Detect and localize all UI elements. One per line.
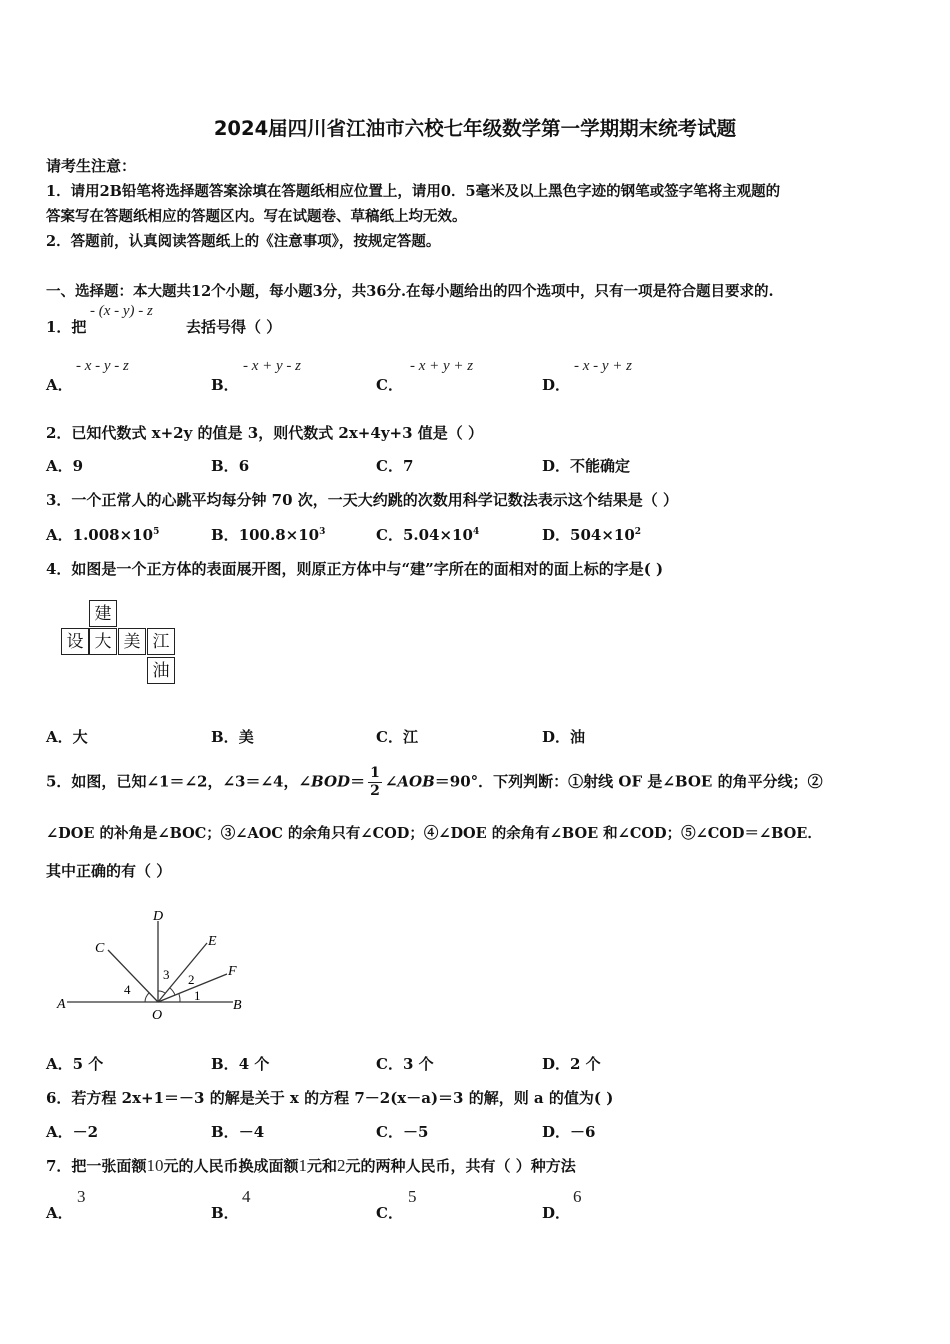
- q7-stem-a: 7．把一张面额: [46, 1157, 147, 1175]
- notice-line-3: 2．答题前，认真阅读答题纸上的《注意事项》，按规定答题。: [46, 233, 441, 250]
- q5-aob: AOB: [397, 772, 435, 791]
- q4-option-a-label: A．: [46, 728, 73, 746]
- q2-option-a: [46, 455, 83, 476]
- q3-option-b-exp: 3: [319, 527, 326, 537]
- q5-eq: ＝: [350, 772, 366, 791]
- q2-option-c-label: C．: [376, 457, 403, 475]
- notice-line-1: 1．请用2B铅笔将选择题答案涂填在答题纸相应位置上，请用0．5毫米及以上黑色字迹的钢笔或签字笔将主观题的: [46, 183, 781, 200]
- q7-option-b-label: B．: [211, 1204, 239, 1222]
- q2-option-a-value: 9: [72, 457, 84, 475]
- q6-option-b-label: B．: [211, 1123, 239, 1141]
- net-cell-top: 建: [89, 600, 117, 627]
- q7-n10: 10: [146, 1156, 164, 1175]
- q5-option-c-value: 3 个: [402, 1055, 434, 1073]
- q2-option-a-label: A．: [46, 457, 73, 475]
- q2-option-d-label: D．: [542, 457, 571, 475]
- q7-n1: 1: [298, 1156, 307, 1175]
- q3-option-c: [376, 524, 479, 545]
- q5-line-3: 其中正确的有（ ）: [46, 862, 172, 880]
- label-e: E: [208, 934, 217, 949]
- q3-option-d-exp: 2: [634, 527, 642, 537]
- label-d: D: [153, 909, 164, 924]
- q5-option-b-label: B．: [211, 1055, 239, 1073]
- label-o: O: [152, 1008, 163, 1023]
- q5-option-d-label: D．: [542, 1055, 571, 1073]
- q5-line-1a: 5．如图，已知∠1＝∠2，∠3＝∠4，∠: [46, 772, 312, 791]
- arc-4: [145, 993, 149, 1002]
- q1-option-c-label: C．: [376, 376, 403, 394]
- q1-suffix: 去括号得（ ）: [186, 318, 282, 336]
- q4-option-a-value: 大: [72, 728, 88, 746]
- q3-option-b-label: B．: [211, 526, 239, 544]
- q7-option-d: 6: [573, 1187, 582, 1206]
- q2-stem: 2．已知代数式 x+2y 的值是 3，则代数式 2x+4y+3 值是（ ）: [46, 424, 483, 442]
- q3-option-a-label: A．: [46, 526, 73, 544]
- notice-heading: 请考生注意：: [46, 157, 137, 175]
- q4-option-b-label: B．: [211, 728, 239, 746]
- q4-option-a: [46, 726, 88, 747]
- q2-option-c: [376, 455, 413, 476]
- angle-figure: [55, 905, 280, 1025]
- q5-line-1: [46, 765, 823, 800]
- q7-n2: 2: [336, 1156, 346, 1175]
- q6-option-d-value: －6: [570, 1123, 596, 1141]
- angle-label-1: 1: [194, 988, 201, 1003]
- q4-option-d-label: D．: [542, 728, 571, 746]
- q6-option-c-label: C．: [376, 1123, 403, 1141]
- q3-option-c-exp: 4: [472, 527, 480, 537]
- q1-option-d-label: D．: [542, 376, 571, 394]
- net-cell-3: 美: [118, 628, 146, 655]
- q6-option-b-value: －4: [238, 1123, 265, 1141]
- q5-option-d-value: 2 个: [570, 1055, 601, 1073]
- q2-option-b-value: 6: [238, 457, 250, 475]
- q6-option-a-value: －2: [72, 1123, 99, 1141]
- q4-option-b: [211, 726, 254, 747]
- q5-bod: BOD: [311, 772, 351, 791]
- q3-option-d-base: 504×10: [570, 526, 635, 544]
- q2-option-d: [542, 455, 630, 476]
- arc-3: [158, 991, 165, 993]
- q3-option-b-base: 100.8×10: [238, 526, 320, 544]
- q3-option-b: [211, 524, 325, 545]
- q5-option-a-value: 5 个: [72, 1055, 104, 1073]
- q5-option-b-value: 4 个: [238, 1055, 270, 1073]
- q7-stem-b: 元的人民币换成面额: [163, 1157, 299, 1175]
- q7-option-a: 3: [77, 1187, 86, 1206]
- ray-oc: [108, 950, 158, 1002]
- q6-option-a: [46, 1121, 98, 1142]
- label-c: C: [95, 941, 105, 956]
- q4-option-b-value: 美: [238, 728, 254, 746]
- q4-option-c: [376, 726, 418, 747]
- q7-option-d-label: D．: [542, 1204, 571, 1222]
- label-b: B: [233, 998, 242, 1013]
- label-a: A: [57, 997, 66, 1012]
- q7-option-b: 4: [242, 1187, 251, 1206]
- arc-2: [170, 988, 175, 995]
- q4-stem: 4．如图是一个正方体的表面展开图，则原正方体中与“建”字所在的面相对的面上标的字是( ): [46, 560, 664, 578]
- q6-stem: 6．若方程 2x+1＝－3 的解是关于 x 的方程 7－2(x－a)＝3 的解，则 a 的值为( ): [46, 1089, 614, 1107]
- q3-option-a-exp: 5: [153, 527, 160, 537]
- net-cell-2: 大: [89, 628, 117, 655]
- q2-option-b-label: B．: [211, 457, 239, 475]
- q3-option-d: [542, 524, 641, 545]
- q3-option-a: [46, 524, 159, 545]
- q5-option-d: [542, 1053, 601, 1074]
- q5-line-1c: ＝90°．下列判断：①射线 OF 是∠BOE 的角平分线；②: [434, 772, 823, 791]
- angle-label-4: 4: [124, 982, 131, 997]
- q7-option-c: 5: [408, 1187, 417, 1206]
- q2-option-b: [211, 455, 249, 476]
- q7-stem: [46, 1155, 576, 1176]
- q4-option-c-value: 江: [402, 728, 418, 746]
- q5-line-1b: ∠: [384, 772, 398, 791]
- q1-option-b-label: B．: [211, 376, 239, 394]
- q1-expression: - (x - y) - z: [90, 303, 153, 319]
- q1-option-a-label: A．: [46, 376, 73, 394]
- q5-frac-den: 2: [370, 783, 380, 799]
- q1-prefix: 1．把: [46, 318, 87, 336]
- q5-line-2: ∠DOE 的补角是∠BOC；③∠AOC 的余角只有∠COD；④∠DOE 的余角有∠BOE 和∠COD；⑤∠COD＝∠BOE．: [46, 825, 822, 842]
- arc-1: [179, 994, 180, 1002]
- q6-option-a-label: A．: [46, 1123, 73, 1141]
- notice-line-2: 答案写在答题纸相应的答题区内。写在试题卷、草稿纸上均无效。: [46, 208, 467, 225]
- q7-option-a-label: A．: [46, 1204, 73, 1222]
- page-title: 2024届四川省江油市六校七年级数学第一学期期末统考试题: [213, 117, 737, 140]
- q1-option-b: - x + y - z: [243, 358, 302, 374]
- label-f: F: [228, 964, 237, 979]
- q5-option-c: [376, 1053, 434, 1074]
- q5-fraction: [368, 765, 382, 800]
- net-cell-4: 江: [147, 628, 175, 655]
- cube-net-figure: [61, 600, 181, 690]
- q3-option-a-base: 1.008×10: [72, 526, 154, 544]
- q2-option-c-value: 7: [402, 457, 414, 475]
- angle-label-2: 2: [188, 972, 195, 987]
- section-heading: 一、选择题：本大题共12个小题，每小题3分，共36分.在每小题给出的四个选项中，只有一项是符合题目要求的.: [46, 283, 774, 300]
- q3-option-c-label: C．: [376, 526, 403, 544]
- q7-stem-c: 元和: [306, 1157, 337, 1175]
- q4-option-c-label: C．: [376, 728, 403, 746]
- q7-option-c-label: C．: [376, 1204, 403, 1222]
- q7-stem-d: 元的两种人民币，共有（ ）种方法: [345, 1157, 576, 1175]
- q1-option-d: - x - y + z: [574, 358, 633, 374]
- q6-option-d-label: D．: [542, 1123, 571, 1141]
- q1-option-c: - x + y + z: [410, 358, 474, 374]
- net-cell-1: 设: [61, 628, 89, 655]
- q3-option-d-label: D．: [542, 526, 571, 544]
- q6-option-d: [542, 1121, 595, 1142]
- q2-option-d-value: 不能确定: [570, 457, 631, 475]
- q6-option-c-value: －5: [402, 1123, 429, 1141]
- angle-label-3: 3: [163, 967, 170, 982]
- q3-stem: 3．一个正常人的心跳平均每分钟 70 次，一天大约跳的次数用科学记数法表示这个结果是（ ）: [46, 491, 678, 509]
- q5-frac-num: 1: [370, 765, 380, 781]
- q6-option-c: [376, 1121, 428, 1142]
- q1-option-a: - x - y - z: [76, 358, 129, 374]
- q5-option-b: [211, 1053, 269, 1074]
- q5-option-a-label: A．: [46, 1055, 73, 1073]
- q5-option-a: [46, 1053, 103, 1074]
- q6-option-b: [211, 1121, 264, 1142]
- q4-option-d: [542, 726, 585, 747]
- q3-option-c-base: 5.04×10: [402, 526, 473, 544]
- net-cell-bottom: 油: [147, 657, 175, 684]
- q4-option-d-value: 油: [570, 728, 586, 746]
- q5-option-c-label: C．: [376, 1055, 403, 1073]
